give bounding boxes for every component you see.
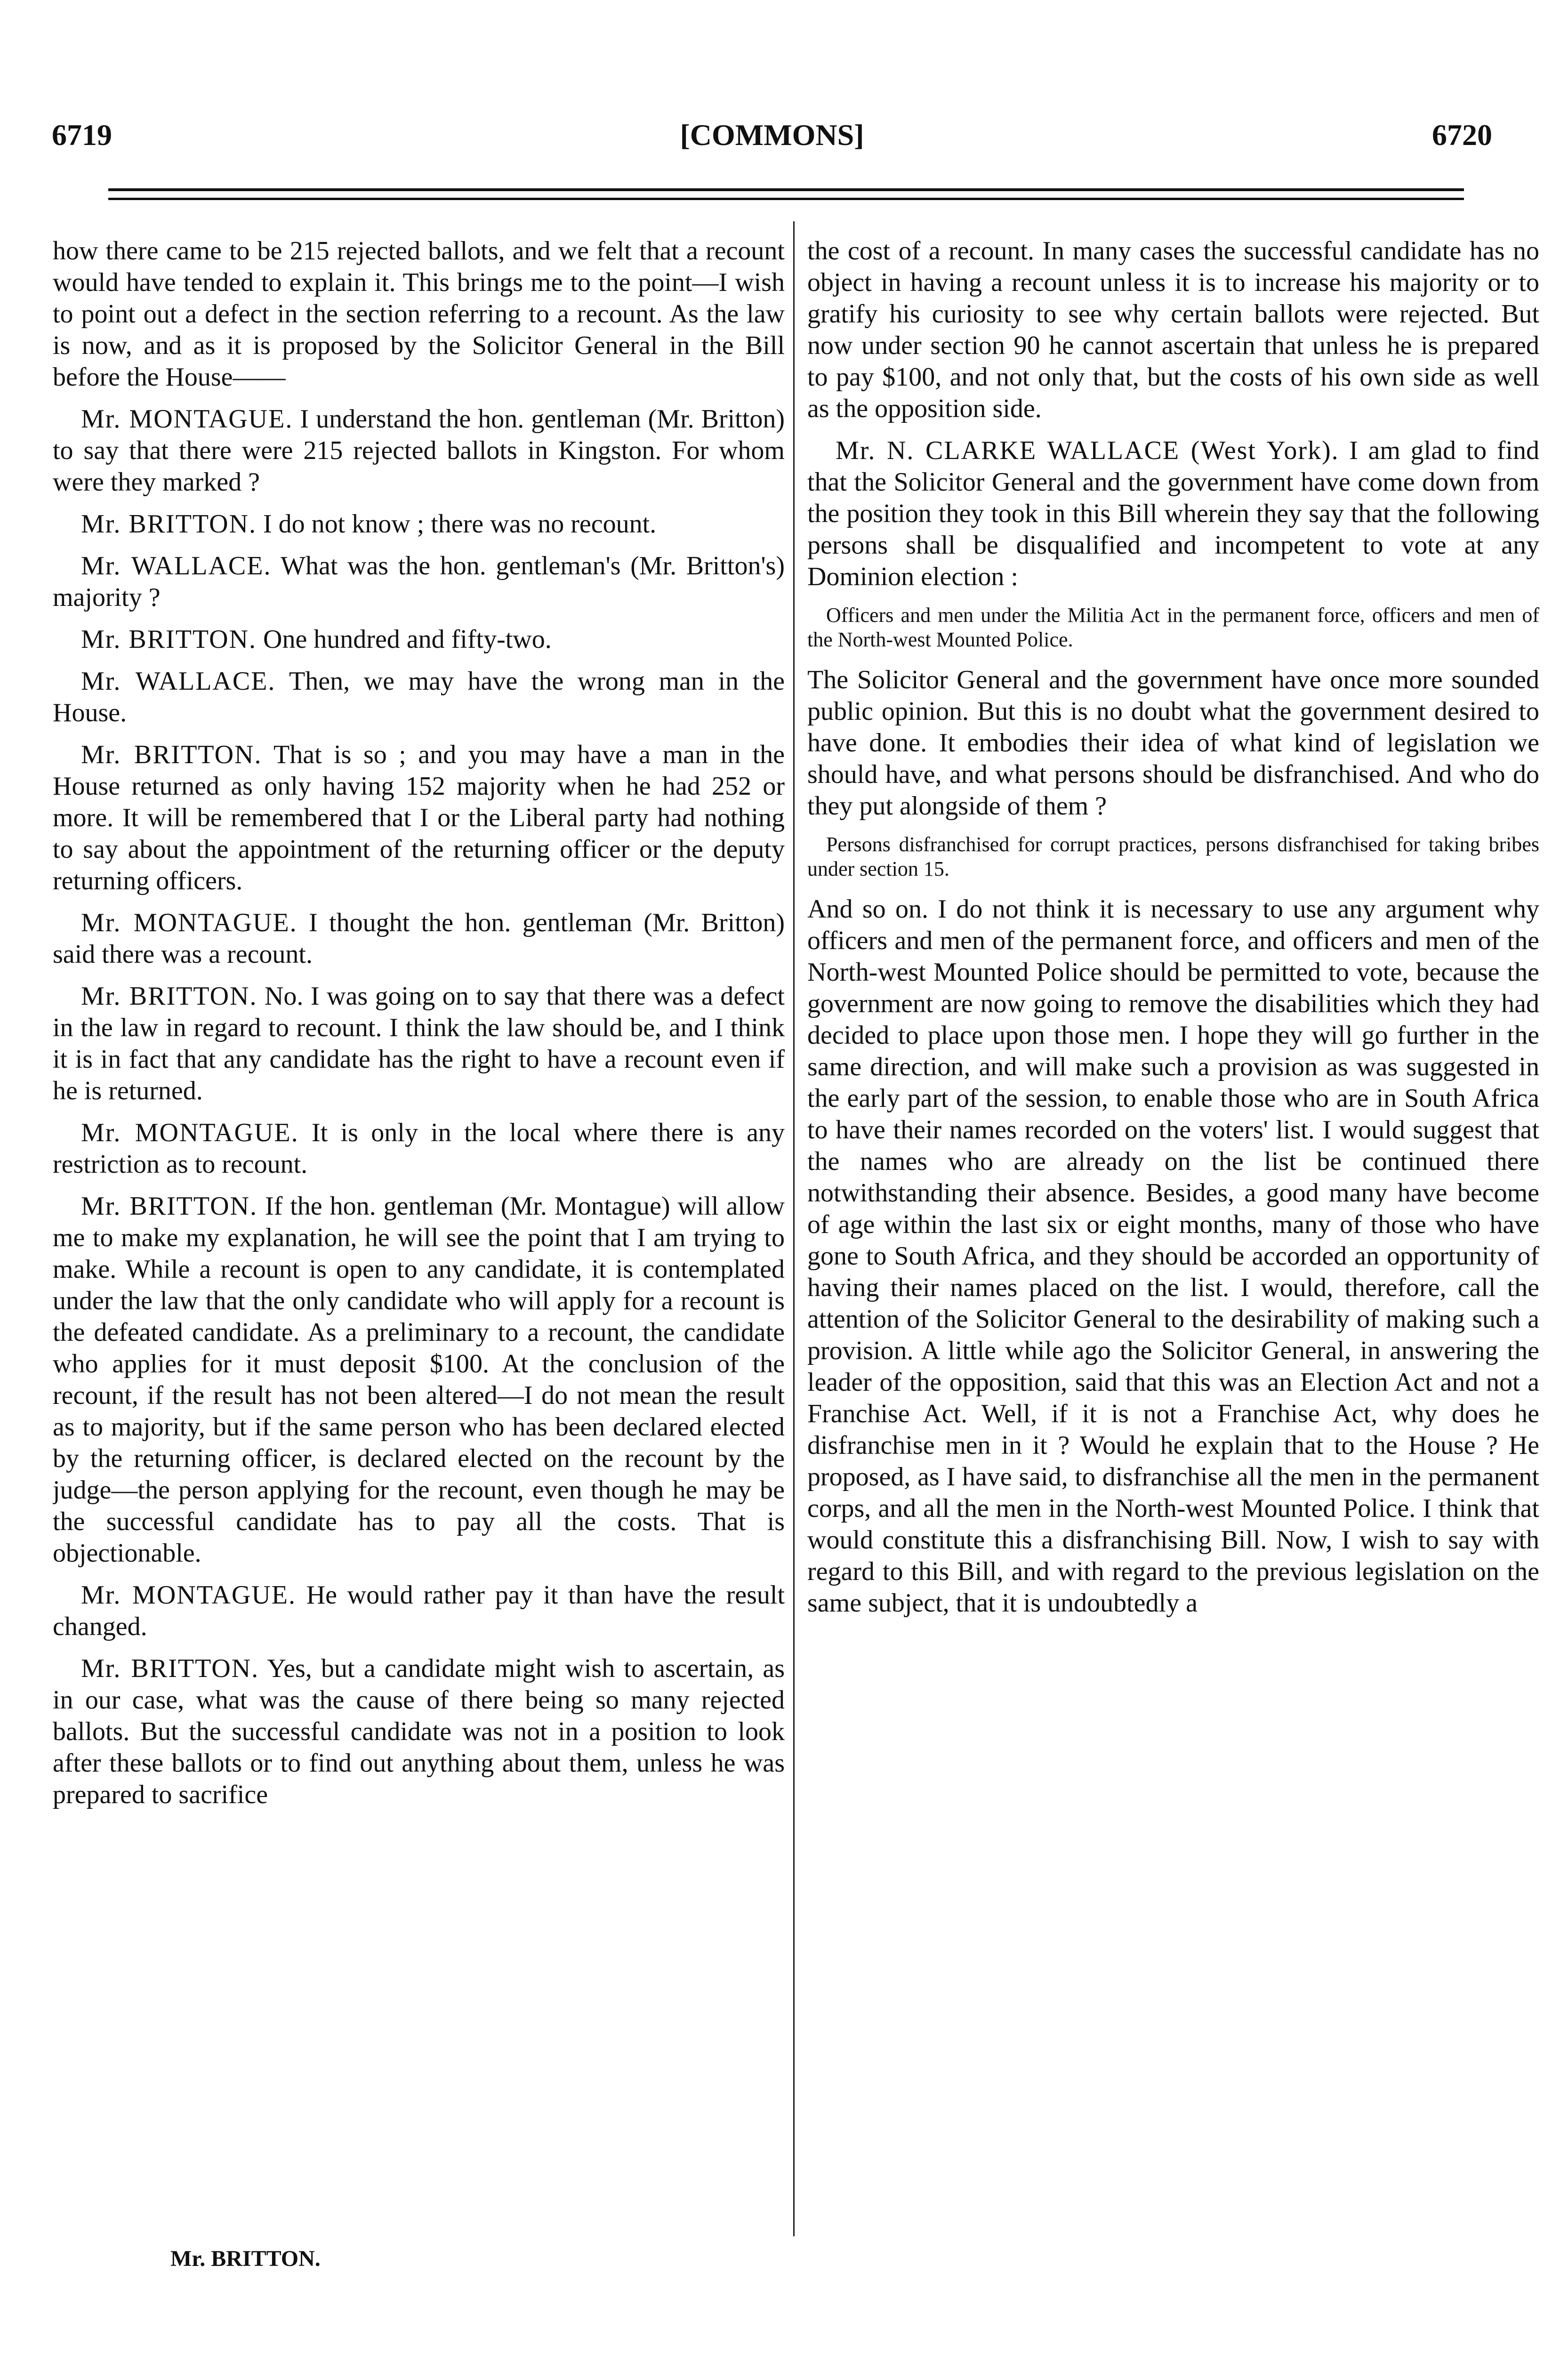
speaker-name: Mr. MONTAGUE. bbox=[81, 1580, 296, 1610]
paragraph: how there came to be 215 rejected ballots, and we felt that a recount would have tended to explain it. This brings me to the point—I wish to point out a defect in the section referring to a recount. As the law is now, and as it is proposed by the Solicitor General in the Bill before the House—— bbox=[53, 236, 785, 392]
page-number-right: 6720 bbox=[1432, 118, 1492, 152]
speech-paragraph: Mr. N. CLARKE WALLACE (West York). I am glad to find that the Solicitor General and the government have come down from the position they took in this Bill wherein they say that the following persons shall be disqualified and incompetent to vote at any Dominion election : bbox=[807, 436, 1539, 591]
speech-paragraph: Mr. BRITTON. Yes, but a candidate might wish to ascertain, as in our case, what was the cause of there being so many rejected ballots. But the successful candidate was not in a position to look after these ballots or to find out anything about them, unless he was prepared to sacrifice bbox=[53, 1654, 785, 1809]
speaker-name: Mr. BRITTON. bbox=[81, 982, 257, 1011]
page-title: [COMMONS] bbox=[680, 118, 864, 152]
speaker-name: Mr. BRITTON. bbox=[81, 1192, 257, 1221]
header-rule-bottom bbox=[108, 198, 1464, 200]
speaker-name: Mr. WALLACE. bbox=[81, 551, 272, 580]
speech-paragraph: Mr. BRITTON. No. I was going on to say that there was a defect in the law in regard to recount. I think the law should be, and I think it is in fact that any candidate has the right to have a recount even if he is returned. bbox=[53, 982, 785, 1105]
speaker-name: Mr. MONTAGUE. bbox=[81, 908, 298, 937]
speaker-name: Mr. MONTAGUE. bbox=[81, 404, 293, 434]
speech-paragraph: Mr. WALLACE. Then, we may have the wrong man in the House. bbox=[53, 667, 785, 727]
speech-paragraph: Mr. BRITTON. That is so ; and you may have a man in the House returned as only having 152 majority when he had 252 or more. It will be remembered that I or the Liberal party had nothing to say about the appointment of the returning officer or the deputy returning officers. bbox=[53, 740, 785, 895]
right-column bbox=[807, 235, 1539, 2232]
speech-paragraph: Mr. WALLACE. What was the hon. gentleman's (Mr. Britton's) majority ? bbox=[53, 551, 785, 612]
speaker-name: Mr. BRITTON. bbox=[81, 625, 257, 654]
quoted-clause: Persons disfranchised for corrupt practices, persons disfranchised for taking bribes under section 15. bbox=[807, 833, 1539, 880]
column-divider bbox=[793, 221, 795, 2236]
speaker-name: Mr. BRITTON. bbox=[81, 740, 262, 769]
speaker-name: Mr. MONTAGUE. bbox=[81, 1118, 299, 1147]
left-column bbox=[53, 235, 785, 2232]
speech-paragraph: Mr. BRITTON. If the hon. gentleman (Mr. Montague) will allow me to make my explanation, he will see the point that I am trying to make. While a recount is open to any candidate, it is contemplated under the law that the only candidate who will apply for a recount is the defeated candidate. As a preliminary to a recount, the candidate who applies for it must deposit $100. At the conclusion of the recount, if the result has not been altered—I do not mean the result as to majority, but if the same person who has been declared elected by the returning officer, is declared elected on the recount by the judge—the person applying for the recount, even though he may be the successful candidate has to pay all the costs. That is objectionable. bbox=[53, 1192, 785, 1568]
speech-paragraph: Mr. MONTAGUE. He would rather pay it than have the result changed. bbox=[53, 1580, 785, 1641]
speaker-name: Mr. BRITTON. bbox=[81, 509, 257, 539]
footer-speaker: Mr. BRITTON. bbox=[170, 2246, 321, 2271]
speech-paragraph: Mr. BRITTON. One hundred and fifty-two. bbox=[81, 625, 552, 654]
speaker-name: Mr. WALLACE. bbox=[81, 667, 276, 696]
header-rule-top bbox=[108, 188, 1464, 191]
page-number-left: 6719 bbox=[52, 118, 112, 152]
paragraph: And so on. I do not think it is necessary to use any argument why officers and men of the permanent force, and officers and men of the North-west Mounted Police should be permitted to vote, because the government are now going to remove the disabilities which they had decided to place upon those men. I hope they will go further in the same direction, and will make such a provision as was suggested in the early part of the session, to enable those who are in South Africa to have their names recorded on the voters' list. I would suggest that the names who are already on the list be continued there notwithstanding their absence. Besides, a good many have become of age within the last six or eight months, many of those who have gone to South Africa, and they should be accorded an opportunity of having their names placed on the list. I would, therefore, call the attention of the Solicitor General to the desirability of making such a provision. A little while ago the Solicitor General, in answering the leader of the opposition, said that this was an Election Act and not a Franchise Act. Well, if it is not a Franchise Act, why does he disfranchise men in it ? Would he explain that to the House ? He proposed, as I have said, to disfranchise all the men in the permanent corps, and all the men in the North-west Mounted Police. I think that would constitute this a disfranchising Bill. Now, I wish to say with regard to this Bill, and with regard to the previous legislation on the same subject, that it is undoubtedly a bbox=[807, 895, 1539, 1618]
page-header bbox=[52, 118, 1492, 160]
speaker-name: Mr. N. CLARKE WALLACE (West York). bbox=[836, 436, 1339, 465]
quoted-clause: Officers and men under the Militia Act in the permanent force, officers and men of the North-west Mounted Police. bbox=[807, 604, 1539, 651]
speech-paragraph: Mr. BRITTON. I do not know ; there was no recount. bbox=[81, 509, 657, 539]
speech-paragraph: Mr. MONTAGUE. It is only in the local where there is any restriction as to recount. bbox=[53, 1118, 785, 1179]
speech-paragraph: Mr. MONTAGUE. I understand the hon. gentleman (Mr. Britton) to say that there were 215 rejected ballots in Kingston. For whom were they marked ? bbox=[53, 404, 785, 497]
paragraph: The Solicitor General and the government have once more sounded public opinion. But this is no doubt what the government desired to have done. It embodies their idea of what kind of legislation we should have, and what persons should be disfranchised. And who do they put alongside of them ? bbox=[807, 665, 1539, 821]
paragraph: the cost of a recount. In many cases the successful candidate has no object in having a recount unless it is to increase his majority or to gratify his curiosity to see why certain ballots were rejected. But now under section 90 he cannot ascertain that unless he is prepared to pay $100, and not only that, but the costs of his own side as well as the opposition side. bbox=[807, 236, 1539, 423]
speaker-name: Mr. BRITTON. bbox=[81, 1654, 259, 1683]
speech-paragraph: Mr. MONTAGUE. I thought the hon. gentleman (Mr. Britton) said there was a recount. bbox=[53, 908, 785, 969]
